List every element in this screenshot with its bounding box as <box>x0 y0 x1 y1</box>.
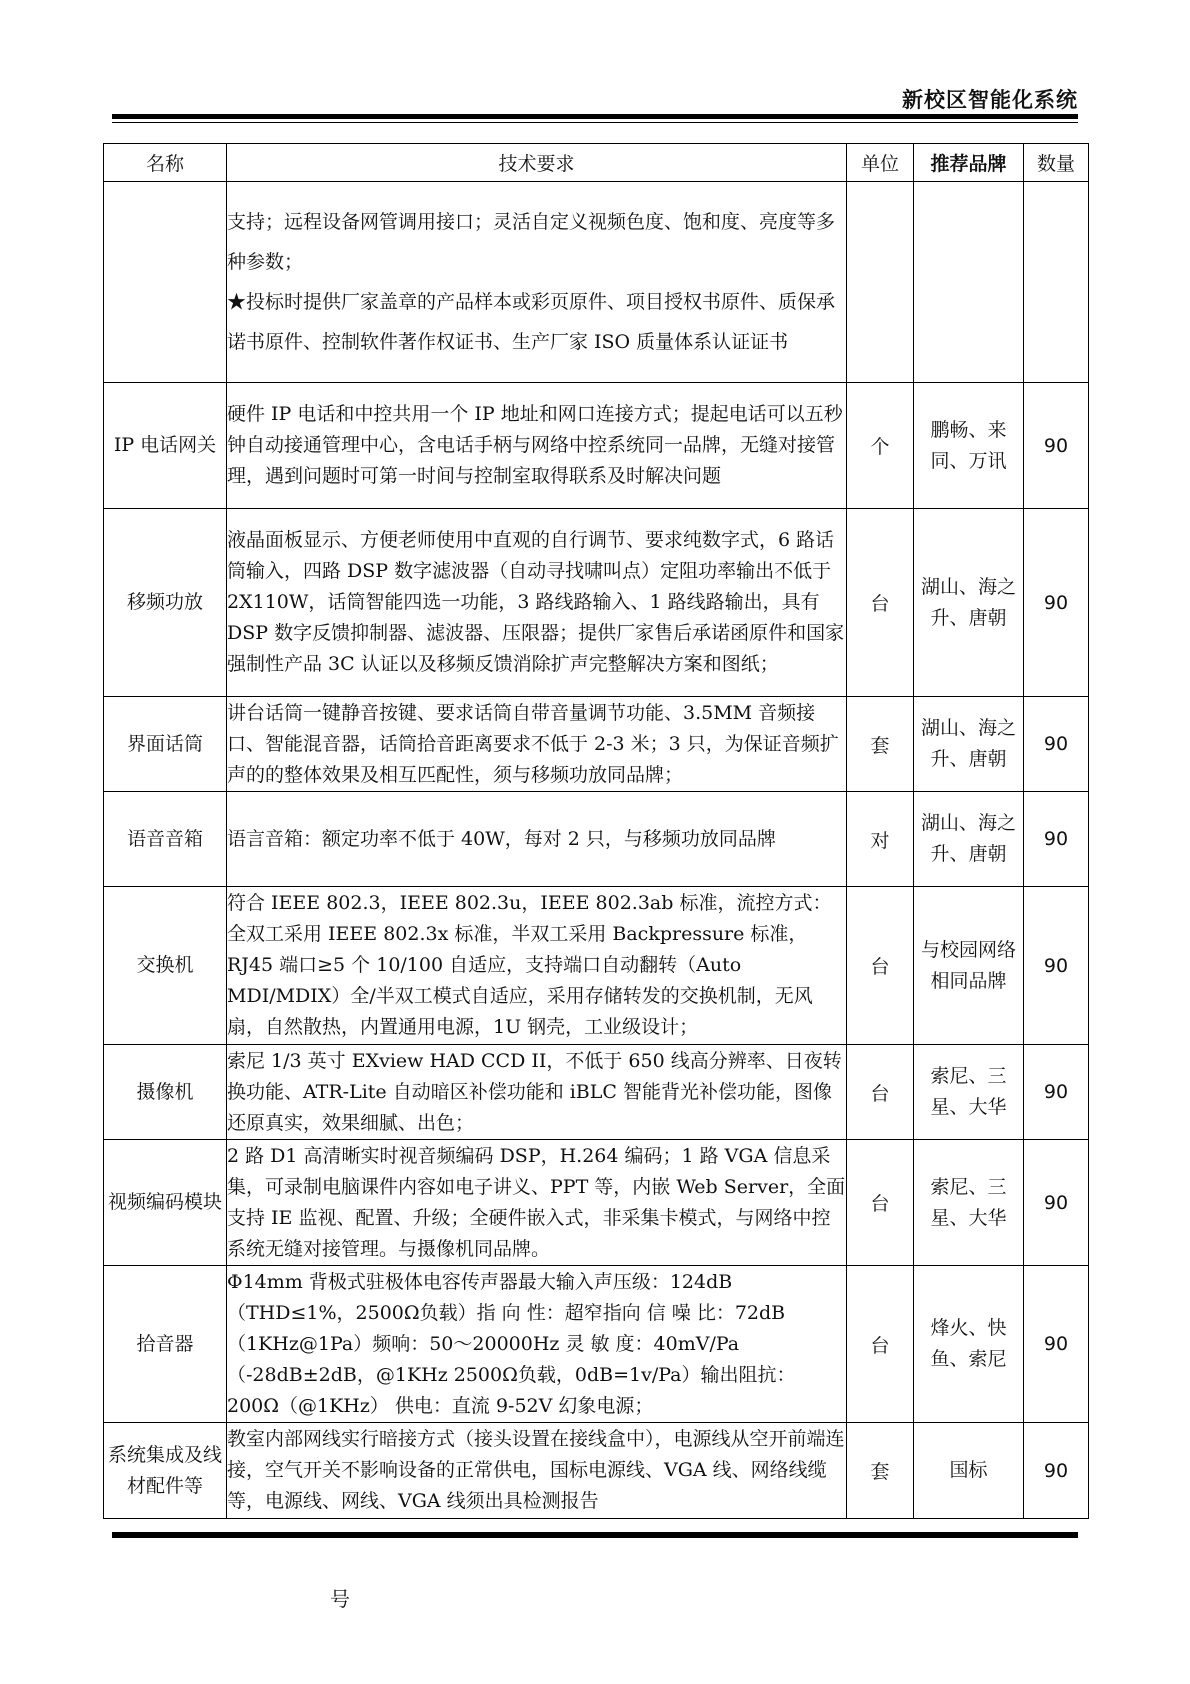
cell-unit: 台 <box>847 887 914 1045</box>
table-row <box>104 1140 1089 1266</box>
specification-table <box>103 143 1089 1519</box>
cell-name <box>104 182 227 383</box>
header-requirement: 技术要求 <box>227 144 847 182</box>
cell-brand: 湖山、海之升、唐朝 <box>914 509 1024 697</box>
cell-unit: 个 <box>847 383 914 509</box>
table-row <box>104 1045 1089 1140</box>
cell-unit: 对 <box>847 792 914 887</box>
cell-unit <box>847 182 914 383</box>
table-row <box>104 383 1089 509</box>
cell-name: 系统集成及线材配件等 <box>104 1423 227 1519</box>
cell-unit: 台 <box>847 509 914 697</box>
cell-qty: 90 <box>1024 1140 1089 1266</box>
cell-requirement: 支持；远程设备网管调用接口；灵活自定义视频色度、饱和度、亮度等多种参数； ★投标时提供厂家盖章的产品样本或彩页原件、项目授权书原件、质保承诺书原件、控制软件著作权证书、生产厂家 ISO 质量体系认证证书 <box>227 182 847 383</box>
cell-requirement: 液晶面板显示、方便老师使用中直观的自行调节、要求纯数字式，6 路话筒输入，四路 DSP 数字滤波器（自动寻找啸叫点）定阻功率输出不低于 2X110W，话筒智能四选一功能，3 路线路输入、1 路线路输出，具有 DSP 数字反馈抑制器、滤波器、压限器；提供厂家售后承诺函原件和国家强制性产品 3C 认证以及移频反馈消除扩声完整解决方案和图纸； <box>227 509 847 697</box>
table-row <box>104 509 1089 697</box>
cell-unit: 台 <box>847 1140 914 1266</box>
table-row <box>104 182 1089 383</box>
cell-unit: 台 <box>847 1045 914 1140</box>
cell-brand: 索尼、三星、大华 <box>914 1045 1024 1140</box>
table-header-row <box>104 144 1089 182</box>
header-qty: 数量 <box>1024 144 1089 182</box>
cell-name: 界面话筒 <box>104 697 227 792</box>
cell-brand <box>914 182 1024 383</box>
cell-name: IP 电话网关 <box>104 383 227 509</box>
header-name: 名称 <box>104 144 227 182</box>
table-row <box>104 1266 1089 1423</box>
cell-qty <box>1024 182 1089 383</box>
cell-brand: 鹏畅、来同、万讯 <box>914 383 1024 509</box>
cell-qty: 90 <box>1024 383 1089 509</box>
cell-brand: 国标 <box>914 1423 1024 1519</box>
cell-qty: 90 <box>1024 1266 1089 1423</box>
table-row <box>104 1423 1089 1519</box>
cell-name: 拾音器 <box>104 1266 227 1423</box>
cell-name: 交换机 <box>104 887 227 1045</box>
cell-requirement: Φ14mm 背极式驻极体电容传声器最大输入声压级：124dB（THD≤1%，2500Ω负载）指 向 性：超窄指向 信 噪 比：72dB（1KHz@1Pa）频响：50～20000Hz 灵 敏 度：40mV/Pa（-28dB±2dB，@1KHz 2500Ω负载，0dB=1v/Pa）输出阻抗：200Ω（@1KHz） 供电：直流 9-52V 幻象电源； <box>227 1266 847 1423</box>
cell-qty: 90 <box>1024 887 1089 1045</box>
cell-unit: 台 <box>847 1266 914 1423</box>
cell-requirement: 讲台话筒一键静音按键、要求话筒自带音量调节功能、3.5MM 音频接口、智能混音器，话筒拾音距离要求不低于 2-3 米；3 只，为保证音频扩声的的整体效果及相互匹配性，须与移频功放同品牌； <box>227 697 847 792</box>
cell-requirement: 2 路 D1 高清晰实时视音频编码 DSP，H.264 编码；1 路 VGA 信息采集，可录制电脑课件内容如电子讲义、PPT 等，内嵌 Web Server，全面支持 IE 监视、配置、升级；全硬件嵌入式，非采集卡模式，与网络中控系统无缝对接管理。与摄像机同品牌。 <box>227 1140 847 1266</box>
cell-unit: 套 <box>847 1423 914 1519</box>
cell-brand: 湖山、海之升、唐朝 <box>914 697 1024 792</box>
header-rule-thick <box>112 114 1078 119</box>
cell-requirement: 语言音箱：额定功率不低于 40W，每对 2 只，与移频功放同品牌 <box>227 792 847 887</box>
cell-requirement: 索尼 1/3 英寸 EXview HAD CCD II，不低于 650 线高分辨率、日夜转换功能、ATR-Lite 自动暗区补偿功能和 iBLC 智能背光补偿功能，图像还原真实，效果细腻、出色； <box>227 1045 847 1140</box>
cell-brand: 索尼、三星、大华 <box>914 1140 1024 1266</box>
cell-brand: 与校园网络 相同品牌 <box>914 887 1024 1045</box>
cell-qty: 90 <box>1024 509 1089 697</box>
cell-requirement: 硬件 IP 电话和中控共用一个 IP 地址和网口连接方式；提起电话可以五秒钟自动接通管理中心，含电话手柄与网络中控系统同一品牌，无缝对接管理，遇到问题时可第一时间与控制室取得联系及时解决问题 <box>227 383 847 509</box>
table-row <box>104 697 1089 792</box>
cell-qty: 90 <box>1024 792 1089 887</box>
cell-name: 摄像机 <box>104 1045 227 1140</box>
cell-name: 语音音箱 <box>104 792 227 887</box>
footer-rule <box>112 1532 1078 1538</box>
footer-text: 号 <box>330 1587 350 1611</box>
cell-unit: 套 <box>847 697 914 792</box>
header-unit: 单位 <box>847 144 914 182</box>
table-row <box>104 792 1089 887</box>
cell-brand: 湖山、海之升、唐朝 <box>914 792 1024 887</box>
cell-qty: 90 <box>1024 1423 1089 1519</box>
document-header-title: 新校区智能化系统 <box>902 88 1078 112</box>
cell-qty: 90 <box>1024 1045 1089 1140</box>
cell-requirement: 符合 IEEE 802.3，IEEE 802.3u，IEEE 802.3ab 标准，流控方式：全双工采用 IEEE 802.3x 标准，半双工采用 Backpressure 标准，RJ45 端口≥5 个 10/100 自适应，支持端口自动翻转（Auto MDI/MDIX）全/半双工模式自适应，采用存储转发的交换机制，无风扇，自然散热，内置通用电源，1U 钢壳，工业级设计； <box>227 887 847 1045</box>
cell-brand: 烽火、快鱼、索尼 <box>914 1266 1024 1423</box>
header-brand: 推荐品牌 <box>914 144 1024 182</box>
cell-qty: 90 <box>1024 697 1089 792</box>
table-row <box>104 887 1089 1045</box>
cell-requirement: 教室内部网线实行暗接方式（接头设置在接线盒中），电源线从空开前端连接，空气开关不影响设备的正常供电，国标电源线、VGA 线、网络线缆等，电源线、网线、VGA 线须出具检测报告 <box>227 1423 847 1519</box>
cell-name: 视频编码模块 <box>104 1140 227 1266</box>
cell-name: 移频功放 <box>104 509 227 697</box>
header-rule-thin <box>112 122 1078 123</box>
